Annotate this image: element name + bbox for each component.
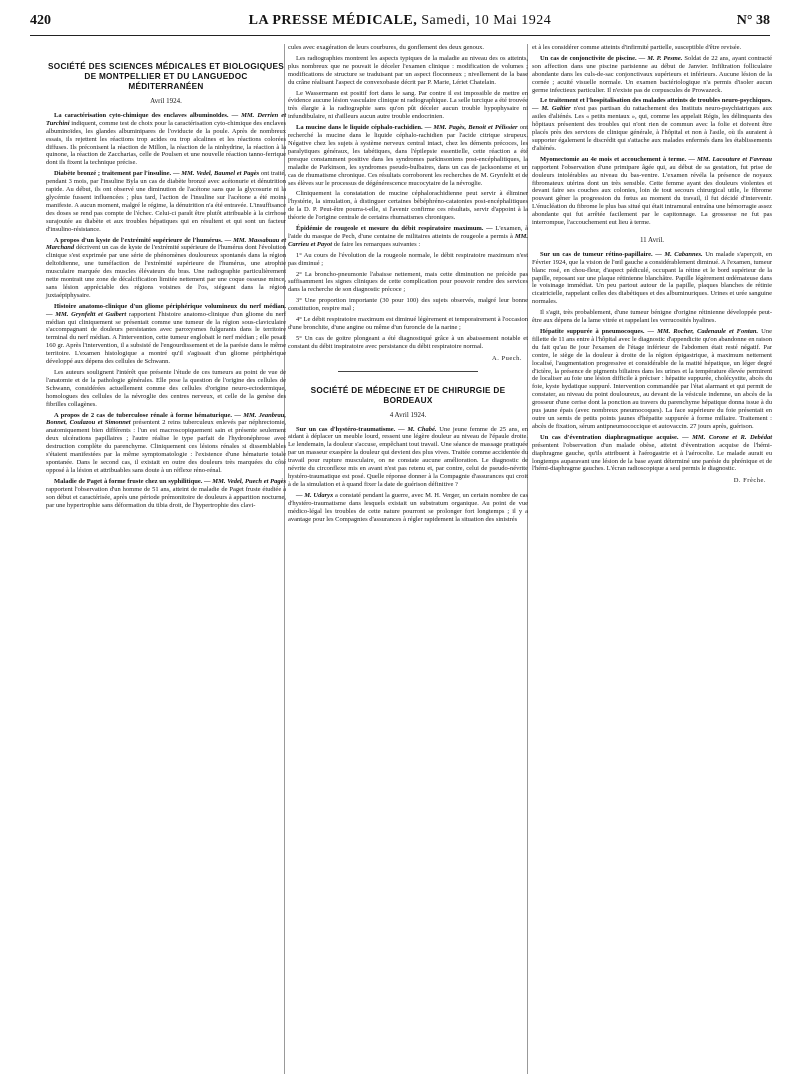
- article-authors: — M. Udaryx: [296, 491, 334, 499]
- article-title: Diabète bronzé ; traitement par l'insuline. —: [54, 170, 180, 178]
- article-text: ont recherché la mucine dans le liquide céphalo-rachidien par l'acide citrique sirupeux. Négative chez les sujets à système nerveux central intact, chez les déments précoces, les paralytiques généraux, les tabétiques, dans l'épilepsie essentielle, cette réaction a été presque constamment positive dans les syndromes parkinsoniens post-encéphalitiques, la maladie de Parkinson, les syndromes pseudo-bulbaires, dans un cas de jacksonisme et un cas de rhumatisme chronique. Ces résultats corroborent les recherches de M. Grynfeltt et de ses élèves sur le processus de dégénérescence mucocytaire de la névroglie.: [288, 124, 529, 187]
- article-paragraph: Le Wassermann est positif fort dans le sang. Par contre il est impossible de mettre en évidence aucune lésion vasculaire clinique ni radiographique. La selle turcique a été trouvée très élargie à la radiographie sans qu'on pût déceler aucun trouble hypophysaire ni infundibulaire, ni d'ailleurs aucun autre trouble endocrinien.: [288, 89, 528, 121]
- article-authors: MM. Carrieu et Payot: [288, 232, 528, 248]
- article-title: Un cas de conjonctivite de piscine. —: [540, 54, 646, 62]
- article-paragraph: cules avec exagération de leurs courbures, du gonflement des deux genoux.: [288, 44, 485, 51]
- article-authors: MM. Corone et R. Debédat: [692, 433, 772, 441]
- issue-date: Samedi, 10 Mai 1924: [417, 13, 552, 28]
- article-text: de faire les remarques suivantes :: [333, 240, 421, 248]
- article-title: La caractérisation cyto-chimique des enclaves albuminoïdes. —: [54, 111, 239, 119]
- article-title: Sur un cas de tumeur rétino-papillaire. —: [540, 250, 662, 258]
- article-text: a constaté pendant la guerre, avec M. H. Verger, un certain nombre de cas d'hystéro-traumatisme dans lesquels existait un substratum organique. Au point de vue médico-légal les troubles de cette nature pourront se prolonger fort longtemps ; il y a avantage pour les Compagnies d'assurances à régler rapidement la situation des sinistrés: [288, 491, 528, 523]
- column-2: [288, 44, 528, 526]
- article-text: n'est pas partisan du rattachement des Instituts neuro-psychiatriques aux asiles d'aliénés. Les « petits mentaux », qui, comme les appelait Régis, les délinquants des hôpitaux présentent des troubles qui n'ont rien de commun avec la folie et doivent être placés près des services de clinique générale, à l'hôpital et non à l'asile, où ils auraient à supporter également le discrédit qui s'attache aux malades enfermés dans les établissements d'aliénés.: [532, 105, 773, 152]
- list-item: 1° Au cours de l'évolution de la rougeole normale, le débit respiratoire maximum n'est pas diminué ;: [288, 251, 528, 267]
- article-authors: M. P. Pesme.: [647, 54, 683, 62]
- article-text: L'examen, à l'aide du masque de Pech, d'une centaine de militaires atteints de rougeole a permis à: [288, 225, 528, 240]
- article-paragraph: Les auteurs soulignent l'intérêt que présente l'étude de ces tumeurs au point de vue de l'anatomie et de la pathologie générales. Elle pose la question de l'origine des cellules de Schwann, considérées actuellement comme des cellules d'origine neuro-ectodermique, homologues des cellules de la névroglie des centres nerveux, et celle de la genèse des fibrilles collagènes.: [46, 369, 286, 408]
- article: [46, 303, 286, 366]
- article: [288, 426, 528, 489]
- article-paragraph: Les radiographies montrent les aspects typiques de la maladie au niveau des os atteints, plus nombreux que ne pouvait le déceler l'examen clinique : modification de volumes ; modifications de structure se traduisant par un aspect floconneux ; nivellement de la base du crâne réalisant l'aspect de convexobasie décrit par P. Marie, Lériet Chatelain.: [288, 54, 528, 86]
- article: [532, 156, 772, 227]
- article-authors: MM. Rocher, Cadenaule et Fontan.: [657, 328, 759, 335]
- article: [288, 225, 528, 249]
- article: [532, 251, 772, 306]
- article: [532, 434, 772, 474]
- section-divider: [338, 371, 478, 372]
- article-title: Sur un cas d'hystéro-traumatisme. —: [296, 425, 405, 433]
- page-header: [30, 13, 770, 36]
- article-title: Un cas d'éventration diaphragmatique acquise. —: [540, 433, 689, 441]
- article-paragraph: Cliniquement la constatation de mucine céphalorachidienne peut servir à éliminer l'hystérie, la simulation, à distinguer certaines bébéphréno-catatonies post-encéphalitiques de la D. P. Peut-être pourra-t-elle, si l'avenir confirme ces résultats, servir d'appoint à la théorie de l'origine centrale de certains rhumatismes chroniques.: [288, 190, 528, 222]
- session-date: 11 Avril.: [639, 235, 665, 244]
- article: [532, 55, 772, 95]
- article-authors: MM. Lacouture et Favreau: [697, 155, 772, 163]
- column-1: [46, 44, 286, 512]
- article-text: ont traité, pendant 3 mois, par l'insuline Byla un cas de diabète bronzé avec acétonurie et dénutrition rapide. Au début, ils ont observé une diminution de l'acétone sans que la glycosurie ni la glycémie fussent influencées ; plus tard, l'action de l'insuline sur l'acétone a été moins manifeste. A aucun moment, malgré le régime, la dénutrition n'a été entravée. L'insuffisance des doses se rend pas compte de l'échec. Celui-ci paraît être plutôt attribuable à la cirrhose surajoutée au diabète et aux troubles hépatiques qui en résultent et qui sont un facteur d'insulino-résistance.: [46, 170, 286, 233]
- article-authors: M. Galtier: [541, 105, 571, 113]
- article-title: A propos d'un kyste de l'extrémité supérieure de l'humérus. —: [54, 236, 232, 244]
- article-text: Un malade s'aperçoit, en Février 1924, que la vision de l'œil gauche a considérablement diminué. A l'examen, tumeur blanc rosé, en chou-fleur, d'aspect pédiculé, occupant la rétine et le bord supérieur de la papille, reposant sur une plaque rétinienne blanchâtre. Papille légèrement œdémateuse dans le voisinage immédiat. Un peu partout autour de la papille, plaques blanches de rétinie cicatricielle, rappelant celles des diabétiques et des albuminuriques. Urines et urée sanguine normales.: [532, 250, 773, 306]
- article-text: indiquent, comme test de choix pour la caractérisation cyto-chimique des enclaves albuminoïdes, les glandes albuminipares de l'oviducte de la poule. Après de nombreux essais, ils rejettent les réactions trop acides ou trop alcalines et les réactions colorées diffuses. Ils préconisent la réaction de Millon, la réaction de la ninhydrine, la réaction à la quinone, la réaction de Zaccharias, celle de Poulsen et une nouvelle réaction tanno-ferrique dont ils fixent la technique précise.: [46, 119, 286, 167]
- article-text: Soldat de 22 ans, ayant contracté son affection dans une piscine parisienne au début de Janvier. Infiltration folliculaire abondante dans les culs-de-sac conjonctivaux supérieurs et inférieurs. Aucune lésion de la cornée ; acuité visuelle normale. Un examen bactériologique n'a permis d'isoler aucun germe infectieux particulier. Il n'existe pas de corpuscules de Prowazeck.: [532, 54, 773, 94]
- article-title: La mucine dans le liquide céphalo-rachidien. —: [296, 124, 432, 132]
- article-authors: MM. Vedel, Puech et Pagès: [212, 477, 287, 485]
- article-title: A propos de 2 cas de tuberculose rénale à forme hématurique. —: [54, 411, 241, 419]
- article-title: Maladie de Paget à forme fruste chez un syphilitique. —: [54, 477, 211, 485]
- list-item: 5° Un cas de goitre plongeant a été diagnostiqué grâce à un abaissement notable et constant du débit inspiratoire avec persistance du débit respiratoire normal.: [288, 334, 528, 350]
- session-date: Avril 1924.: [150, 97, 182, 105]
- article: [46, 112, 286, 167]
- journal-title: [30, 13, 770, 29]
- article: [46, 412, 286, 475]
- article-text: rapportent l'observation d'un homme de 51 ans, atteint de maladie de Paget fruste étudiée à son début et caractérisée, après une période prémonitoire de douleurs à apparition nocturne, par une hypertrophie sans déformation du tibia droit, de l'hypertrophie des clavi-: [46, 485, 286, 509]
- article-authors: MM. Vedel, Baumel et Pagès: [181, 170, 260, 178]
- article: [532, 328, 772, 431]
- society-heading: SOCIÉTÉ DES SCIENCES MÉDICALES ET BIOLOGIQUES DE MONTPELLIER ET DU LANGUEDOC MÉDITERRANÉEN: [48, 62, 284, 91]
- article: [46, 237, 286, 300]
- article-text: présentent 2 reins tuberculeux enlevés par néphrectomie, anatomiquement bien différents : l'un est macroscopiquement sain et présente seulement deux ulcérations papillaires ; l'autre réalise le type parfait de l'hydronéphrose avec destruction complète du parenchyme. Cliniquement ces lésions rénales si dissemblables s'étaient manifestées par la même symptomatologie : l'existence d'une hématurie totale spontanée. Dans le second cas, il existait en outre des douleurs très marquées du côté opposé à la lésion et attribuables sans doute à un réflexe réno-rénal.: [46, 419, 286, 474]
- list-item: 3° Une proportion importante (30 pour 100) des sujets observés, malgré leur bonne constitution, respire mal ;: [288, 297, 528, 313]
- article-text: Une fillette de 11 ans entre à l'hôpital avec le diagnostic d'appendicite qu'on abandonne en raison du fait qu'au 8e jour l'examen de l'étage inférieur de l'abdomen était resté négatif. Par contre, le siège de la douleur à droite de la région épigastrique, à maximum nettement localisé, l'augmentation progressive et considérable de la matité hépatique, un léger degré d'ictère, la présence de pigments biliaires dans les urines et la température élevée permirent de localiser au foie une lésion difficile à préciser : hépatite suppurée, cholécystite, abcès du foie, kyste hydatique suppuré. Intervention commandée par l'état alarmant et qui permit de constater, au niveau du point douloureux, au devant de la vésicule indemne, un abcès de la grosseur d'une cerise dont la ponction au travers du parenchyme hépatique donna issue à du pus jaune épais (avec nombreux pneumocoques). La face supérieure du foie présentait en outre un semis de petits points jaunes d'hépatite suppurée à forme miliaire. Traitement : abcès de fixation, sérum antipneumococcique et autovaccin. 27 jours après, guérison.: [532, 328, 773, 430]
- article: [46, 478, 286, 510]
- list-item: 2° La broncho-pneumonie l'abaisse nettement, mais cette diminution ne précède pas suffisamment les signes cliniques de cette complication pour pouvoir rendre des services dans la recherche de son diagnostic précoce ;: [288, 270, 528, 294]
- article-authors: M. Chabé.: [407, 425, 437, 433]
- article-authors: MM. Grynfeltt et Guibert: [55, 310, 127, 318]
- article-paragraph: Il s'agit, très probablement, d'une tumeur bénigne d'origine rétinienne développée peut-être aux dépens de la lame vitrée et rappelant les verrucosités hyalines.: [532, 309, 772, 325]
- article: [532, 97, 772, 152]
- article-authors: M. Cabannes.: [664, 250, 703, 258]
- article-text: rapportent l'histoire anatomo-clinique d'un gliome du nerf médian qui cliniquement se présentait comme une tumeur de la région sous-claviculaire s'accompagnant de douleurs persistantes avec paroxysmes fulgurants dans le territoire terminal du nerf médian. A l'intervention, cette tumeur englobait le nerf médian ; elle pesait 160 gr. Après l'intervention, il a subsisté de l'engourdissement et de la parésie dans le même territoire. L'examen histologique a montré qu'il s'agissait d'un gliome périphérique développé aux dépens des cellules de Schwann.: [46, 310, 287, 366]
- list-item: 4° Le débit respiratoire maximum est diminué légèrement et temporairement à l'occasion d'une bronchite, d'une angine ou même d'un furoncle de la narine ;: [288, 316, 528, 331]
- article-text: Une jeune femme de 25 ans, en aidant à déplacer un meuble lourd, ressent une légère douleur au niveau de l'épaule droite. Le lendemain, la douleur s'accuse, empêchant tout travail. Une séance de massage pratiquée par un masseur exaspère la douleur qui devient des plus vives. Traitée comme accidentée du travail pour rupture musculaire, on ne constate aucune amélioration. Le diagnostic de névrite du circonflexe mis en avant n'est pas retenu et, par contre, celui de pseudo-névrite hystéro-traumatique est posé. Quelle réponse donner à la Compagnie d'assurances qui croit à de la simulation et à quand fixer la date de guérison définitive ?: [288, 425, 528, 488]
- article-title: Histoire anatomo-clinique d'un gliome périphérique volumineux du nerf médian. —: [46, 302, 286, 318]
- signature: A. Puech.: [492, 354, 522, 362]
- journal-name: LA PRESSE MÉDICALE,: [248, 13, 418, 28]
- article-text: décrivent un cas de kyste de l'extrémité supérieure de l'humérus dont l'évolution clinique s'est exprimée par une série de phénomènes douloureux spontanés dans la région deltoïdienne, une tuméfaction de l'extrémité supérieure de l'humérus, une atrophie musculaire marquée des muscles élévateurs du bras. Une radiographie particulièrement nette montrait une zone de décalcification limitée nettement par une coque osseuse mince, sans lésion appréciable des régions voisines de l'os, siégeant dans la région juxtaépiphysaire.: [46, 244, 286, 299]
- article-text: rapportent l'observation d'une primipare âgée qui, au début de sa gestation, fut prise de douleurs intolérables au niveau du bas-ventre. L'examen révéla la présence de noyaux fibromateux utérins dont un très sensible. Cette femme ayant des douleurs violentes et devant faire ses couches aux colonies, loin de tout secours chirurgical utile, le fibrome pouvant gêner la progression du fœtus au moment du travail, il fut décidé d'intervenir. L'énucléation du fibrome le plus bas situé qui était intramural entraîna une hémorragie assez abondante qui fut arrêtée facilement par le capitonnage. La grossesse ne fut pas interrompue, l'accouchement eut lieu à terme.: [532, 163, 772, 227]
- article-authors: MM. Jeanbrau, Bonnet, Coulazou et Simonnet: [46, 411, 286, 427]
- page-number: 420: [30, 13, 51, 28]
- session-date: 4 Avril 1924.: [389, 410, 427, 419]
- article-title: Hépatite suppurée à pneumocoques. —: [540, 328, 655, 335]
- society-heading: SOCIÉTÉ DE MÉDECINE ET DE CHIRURGIE DE BORDEAUX: [310, 385, 506, 405]
- article-text: présentent l'observation d'un malade obèse, atteint d'éventration acquise de l'hémi-diaphragme gauche, qu'ils attribuent à l'aérogastrie et à l'aérocolie. Le malade aurait eu longtemps auparavant une lésion de la base ayant déterminé une parésie du phrénique et de l'hémi-diaphragme gauches. L'écran radioscopique a seul permis le diagnostic.: [532, 441, 772, 473]
- article: [288, 492, 528, 524]
- article: [288, 124, 528, 187]
- article-authors: MM. Massabuau et Marchand: [46, 236, 286, 252]
- article-authors: MM. Derrien et Turchini: [46, 111, 286, 127]
- article-paragraph: et à les considérer comme atteints d'infirmité partielle, susceptible d'être revisée.: [532, 44, 742, 51]
- article-title: Le traitement et l'hospitalisation des malades atteints de troubles neuro-psychiques. —: [532, 97, 772, 113]
- article: [46, 170, 286, 233]
- signature: D. Frèche.: [733, 477, 766, 485]
- article-authors: MM. Pagès, Benoit et Pélissier: [433, 124, 518, 132]
- article-title: Myomectomie au 4e mois et accouchement à terme. —: [540, 155, 695, 163]
- article-title: Épidémie de rougeole et mesure du débit respiratoire maximum. —: [296, 225, 493, 233]
- column-3: [532, 44, 772, 493]
- issue-number: N° 38: [736, 13, 770, 28]
